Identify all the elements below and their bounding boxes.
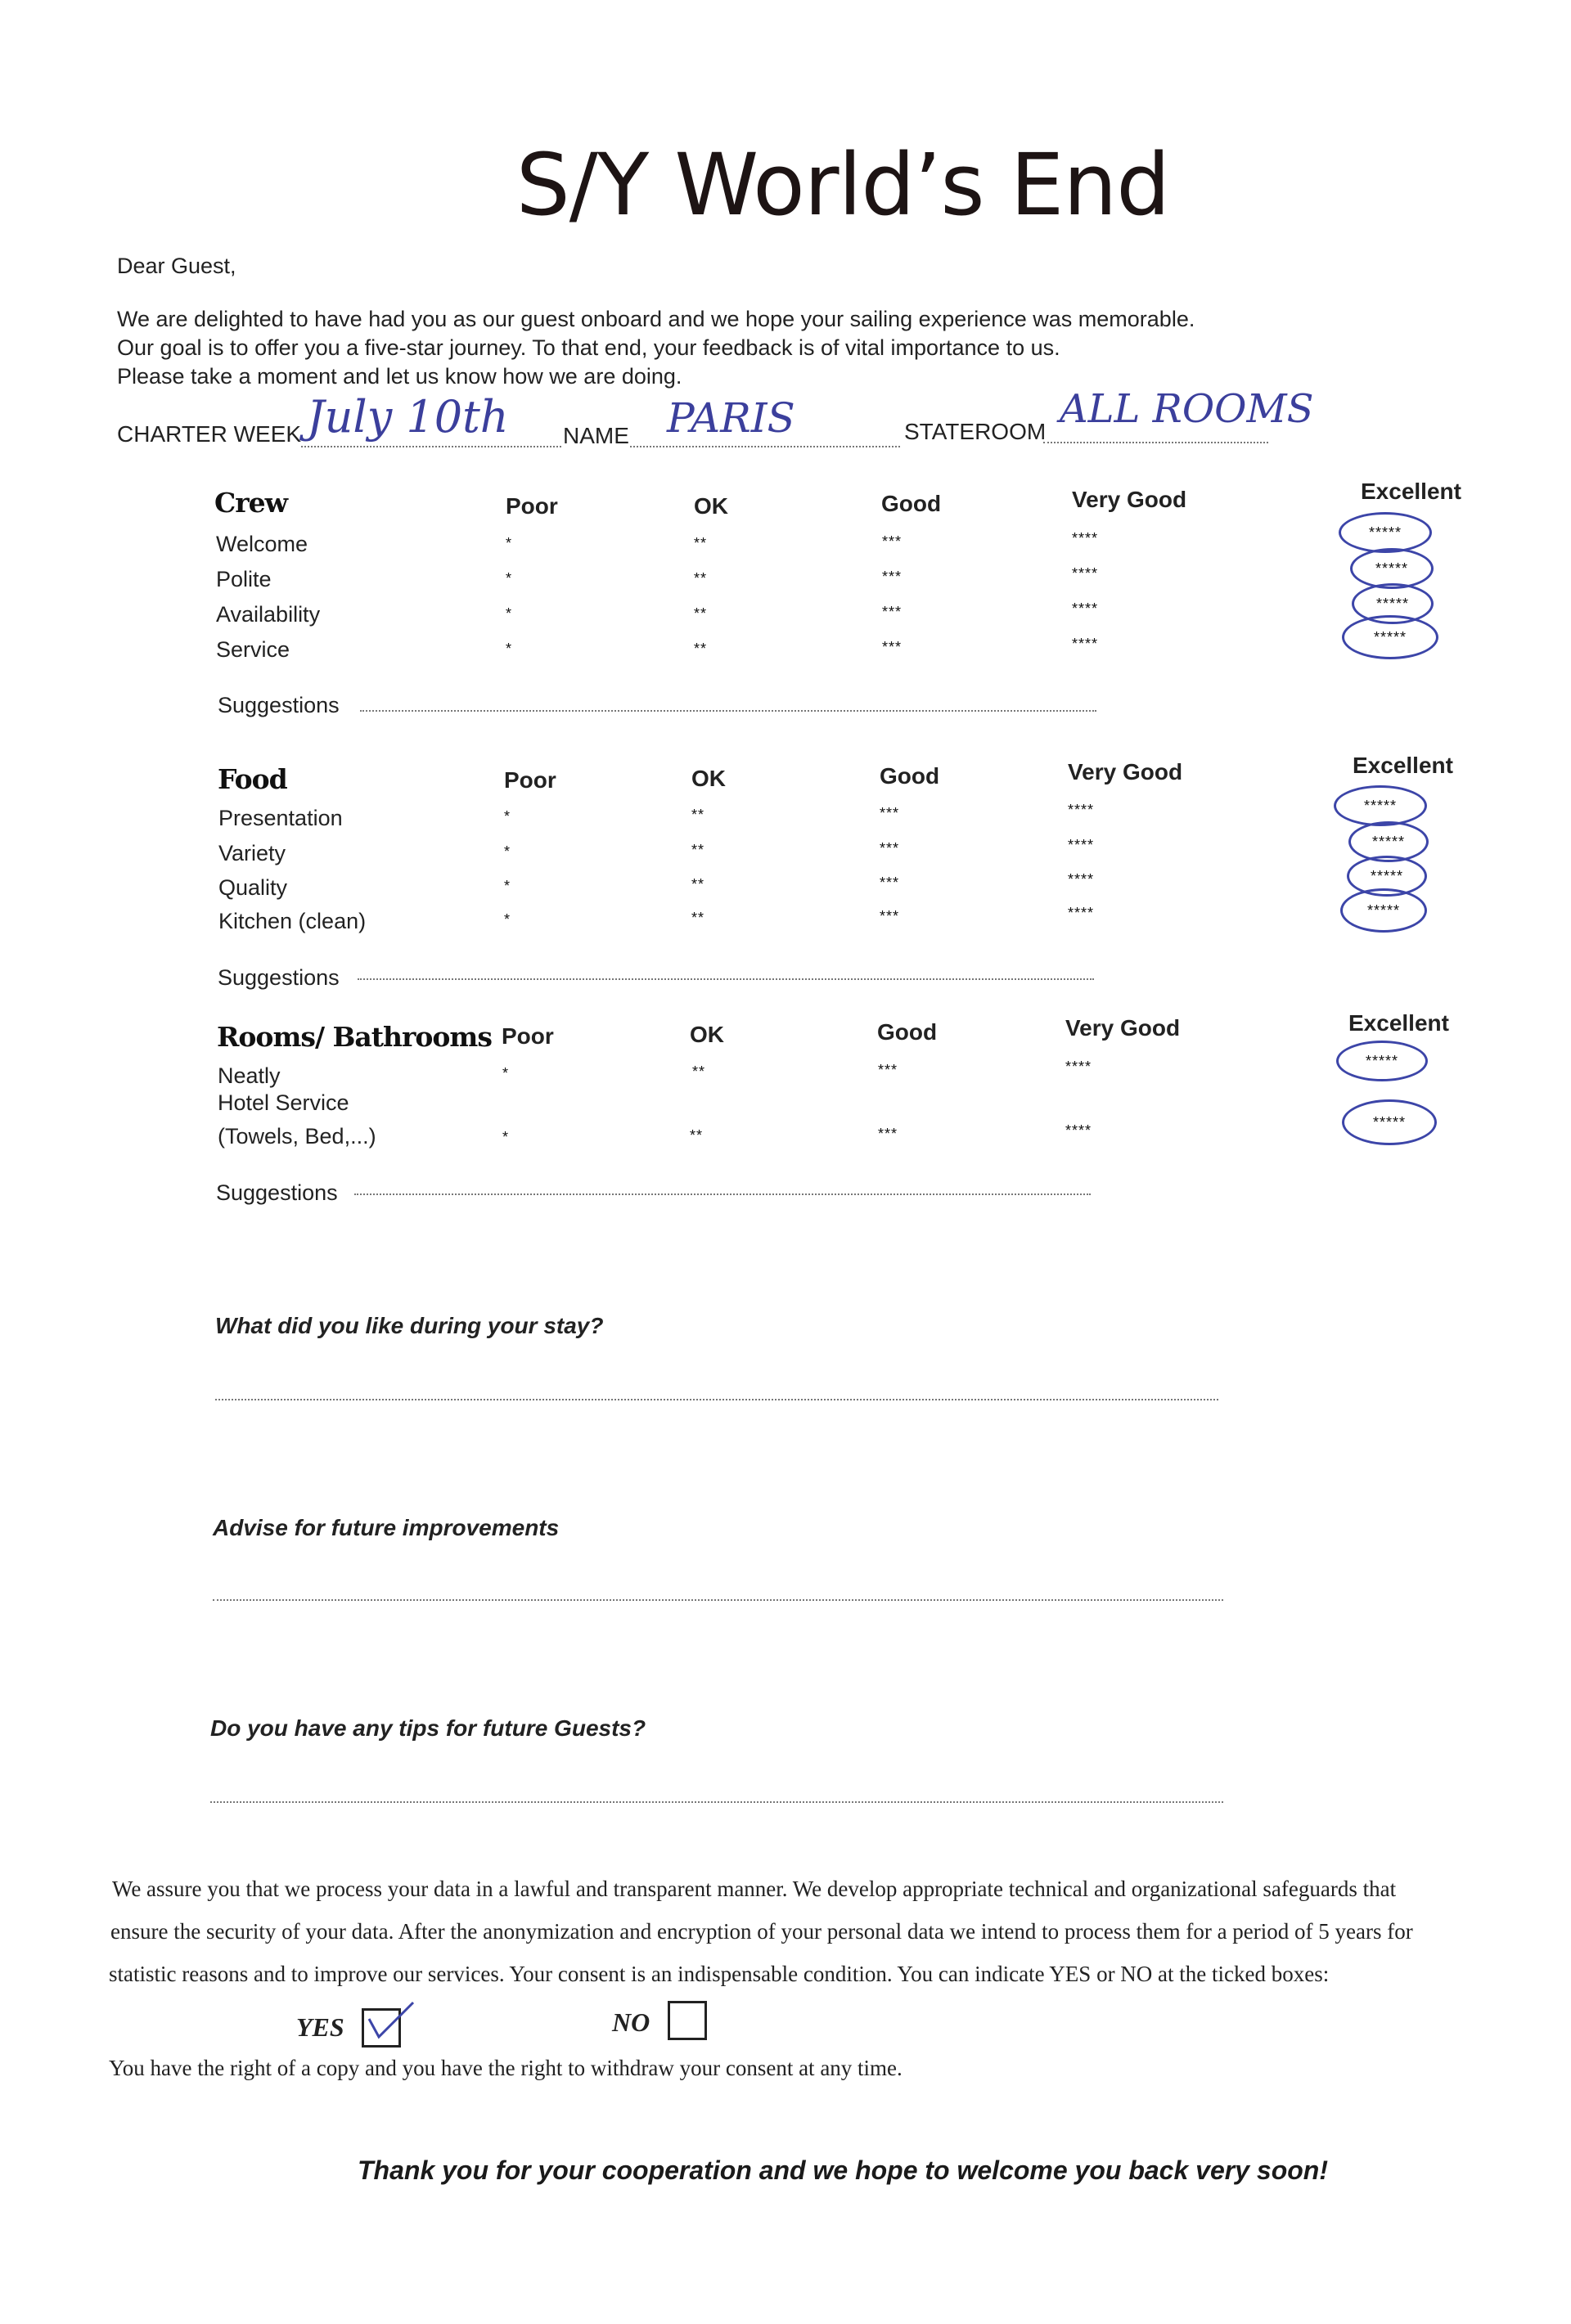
suggestions-label-rooms: Suggestions [216, 1180, 338, 1205]
rating-good[interactable]: *** [882, 533, 903, 550]
question-liked: What did you like during your stay? [215, 1313, 604, 1338]
rating-poor[interactable]: * [506, 605, 513, 622]
rating-excellent-selected[interactable] [1334, 785, 1427, 826]
row-label: Variety [218, 841, 286, 865]
suggestions-field-crew[interactable] [360, 710, 1096, 712]
row-label: Welcome [216, 532, 308, 556]
rating-poor[interactable]: * [504, 843, 511, 860]
rating-poor[interactable]: * [506, 641, 513, 657]
rating-poor[interactable]: * [502, 1065, 510, 1081]
rating-ok[interactable]: ** [694, 535, 708, 551]
rating-very-good[interactable]: **** [1068, 837, 1095, 853]
col-header-excellent: Excellent [1353, 753, 1453, 778]
row-label: Presentation [218, 806, 343, 830]
section-title-food: Food [218, 763, 287, 795]
col-header-very-good: Very Good [1072, 487, 1187, 512]
rating-excellent: ***** [1370, 867, 1404, 884]
section-title-rooms: Rooms/ Bathrooms [217, 1021, 492, 1053]
row-label: Kitchen (clean) [218, 909, 367, 933]
rating-very-good[interactable]: **** [1065, 1059, 1092, 1075]
col-header-ok: OK [691, 766, 726, 791]
rating-excellent-selected[interactable] [1336, 1041, 1428, 1081]
rating-excellent: ***** [1373, 628, 1407, 645]
rating-good[interactable]: *** [882, 569, 903, 585]
row-label: Hotel Service [218, 1090, 349, 1115]
rating-very-good[interactable]: **** [1072, 530, 1099, 546]
rating-good[interactable]: *** [880, 805, 900, 821]
suggestions-label-food: Suggestions [218, 965, 340, 990]
name-field[interactable]: PARIS [667, 394, 795, 442]
col-header-ok: OK [690, 1022, 724, 1047]
suggestions-label-crew: Suggestions [218, 693, 340, 717]
row-label: Neatly [218, 1063, 281, 1088]
intro-line-3: Please take a moment and let us know how we are doing. [117, 364, 682, 389]
rating-good[interactable]: *** [880, 840, 900, 856]
rating-very-good[interactable]: **** [1068, 871, 1095, 888]
name-line [630, 446, 900, 447]
col-header-ok: OK [694, 493, 728, 519]
rating-poor[interactable]: * [506, 535, 513, 551]
form-title: S/Y World’s End [515, 135, 1170, 235]
charter-week-label: CHARTER WEEK [117, 421, 302, 447]
checkmark-icon [362, 2007, 428, 2048]
no-checkbox[interactable] [668, 2001, 707, 2040]
suggestions-field-rooms[interactable] [354, 1193, 1091, 1195]
yes-checkbox[interactable] [362, 2008, 401, 2048]
rating-excellent: ***** [1365, 1052, 1399, 1069]
rating-excellent-selected[interactable] [1339, 512, 1432, 553]
rating-good[interactable]: *** [878, 1062, 898, 1078]
rating-good[interactable]: *** [882, 604, 903, 620]
legal-line-3: statistic reasons and to improve our services. Your consent is an indispensable condition. You can indicate YES or NO at the ticked boxes: [109, 1962, 1330, 1986]
rating-ok[interactable]: ** [694, 641, 708, 657]
rating-poor[interactable]: * [504, 878, 511, 894]
rating-ok[interactable]: ** [692, 1063, 706, 1080]
rights-notice: You have the right of a copy and you have the right to withdraw your consent at any time. [109, 2056, 903, 2080]
answer-liked-field[interactable] [215, 1399, 1218, 1400]
col-header-very-good: Very Good [1065, 1015, 1181, 1041]
rating-excellent: ***** [1371, 833, 1406, 850]
rating-excellent: ***** [1375, 560, 1409, 577]
question-improvements: Advise for future improvements [213, 1515, 560, 1540]
rating-excellent-selected[interactable] [1342, 615, 1438, 659]
row-label: Polite [216, 567, 272, 591]
col-header-good: Good [880, 763, 940, 789]
answer-improvements-field[interactable] [213, 1599, 1223, 1601]
stateroom-line [1043, 442, 1268, 443]
col-header-poor: Poor [506, 493, 558, 519]
charter-week-field[interactable]: July 10th [307, 391, 509, 443]
rating-excellent: ***** [1363, 797, 1398, 814]
no-label: NO [612, 2007, 650, 2037]
rating-poor[interactable]: * [504, 911, 511, 928]
rating-ok[interactable]: ** [694, 605, 708, 622]
rating-very-good[interactable]: **** [1068, 905, 1095, 921]
row-label: Quality [218, 875, 288, 900]
stateroom-field[interactable]: ALL ROOMS [1060, 386, 1314, 432]
rating-ok[interactable]: ** [691, 910, 705, 926]
rating-ok[interactable]: ** [691, 842, 705, 858]
suggestions-field-food[interactable] [358, 978, 1094, 980]
rating-good[interactable]: *** [880, 908, 900, 924]
rating-excellent: ***** [1368, 524, 1402, 541]
col-header-very-good: Very Good [1068, 759, 1183, 784]
intro-line-2: Our goal is to offer you a five-star journey. To that end, your feedback is of vital importance to us. [117, 335, 1060, 360]
col-header-excellent: Excellent [1361, 479, 1461, 504]
col-header-excellent: Excellent [1348, 1010, 1449, 1036]
rating-good[interactable]: *** [878, 1126, 898, 1142]
col-header-good: Good [881, 491, 942, 516]
rating-ok[interactable]: ** [691, 807, 705, 823]
rating-excellent-selected[interactable] [1342, 1099, 1437, 1145]
answer-tips-field[interactable] [210, 1801, 1223, 1803]
rating-very-good[interactable]: **** [1068, 802, 1095, 818]
rating-excellent: ***** [1366, 901, 1401, 919]
rating-very-good[interactable]: **** [1072, 636, 1099, 652]
closing-thanks: Thank you for your cooperation and we hope to welcome you back very soon! [358, 2155, 1328, 2185]
col-header-good: Good [877, 1019, 938, 1045]
rating-good[interactable]: *** [882, 639, 903, 655]
rating-ok[interactable]: ** [694, 570, 708, 587]
row-label-sub: (Towels, Bed,...) [218, 1124, 376, 1149]
rating-excellent: ***** [1375, 595, 1410, 612]
rating-poor[interactable]: * [502, 1129, 510, 1145]
legal-line-1: We assure you that we process your data in a lawful and transparent manner. We develop appropriate technical and organizational safeguards that [112, 1877, 1397, 1901]
name-label: NAME [563, 423, 629, 448]
rating-excellent: ***** [1372, 1113, 1407, 1131]
question-tips: Do you have any tips for future Guests? [210, 1715, 646, 1741]
rating-excellent-selected[interactable] [1340, 888, 1427, 933]
rating-very-good[interactable]: **** [1065, 1122, 1092, 1139]
rating-ok[interactable]: ** [691, 876, 705, 892]
legal-line-2: ensure the security of your data. After the anonymization and encryption of your personal data we intend to process them for a period of 5 years for [110, 1919, 1413, 1944]
intro-line-1: We are delighted to have had you as our guest onboard and we hope your sailing experience was memorable. [117, 307, 1195, 331]
charter-week-line [301, 446, 561, 447]
rating-very-good[interactable]: **** [1072, 600, 1099, 617]
row-label: Availability [216, 602, 321, 627]
rating-poor[interactable]: * [506, 570, 513, 587]
row-label: Service [216, 637, 290, 662]
col-header-poor: Poor [502, 1023, 554, 1049]
greeting: Dear Guest, [117, 254, 236, 278]
yes-label: YES [296, 2012, 344, 2042]
section-title-crew: Crew [214, 487, 288, 519]
rating-poor[interactable]: * [504, 808, 511, 825]
stateroom-label: STATEROOM [904, 419, 1047, 444]
rating-very-good[interactable]: **** [1072, 565, 1099, 582]
rating-ok[interactable]: ** [690, 1127, 704, 1144]
col-header-poor: Poor [504, 767, 556, 793]
rating-good[interactable]: *** [880, 874, 900, 891]
